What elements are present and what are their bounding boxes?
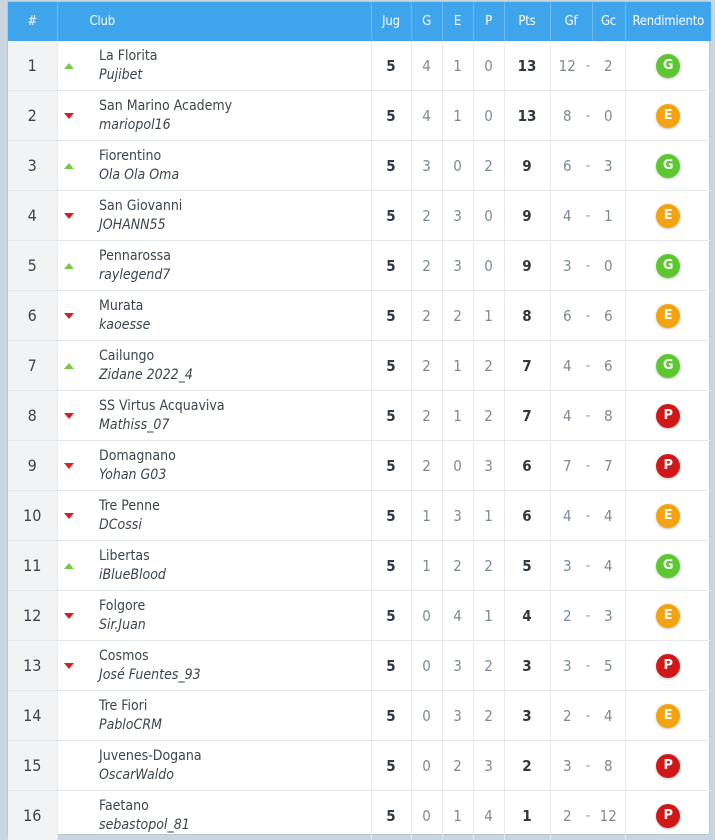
row-trend [57, 791, 81, 840]
club-name[interactable]: Tre Fiori [99, 697, 371, 716]
table-row[interactable] [8, 391, 711, 441]
goals-separator: - [584, 341, 592, 391]
table-row[interactable] [8, 141, 711, 191]
row-rendimiento [625, 391, 711, 441]
table-row[interactable] [8, 441, 711, 491]
row-lost: 0 [473, 241, 504, 291]
row-played: 5 [371, 191, 411, 241]
row-lost: 2 [473, 141, 504, 191]
club-name[interactable]: San Marino Academy [99, 97, 371, 116]
trend-down-icon [64, 613, 74, 619]
row-points: 3 [504, 641, 550, 691]
table-row[interactable] [8, 641, 711, 691]
row-club[interactable] [81, 791, 371, 840]
rendimiento-badge: G [656, 354, 680, 378]
table-row[interactable] [8, 691, 711, 741]
header-pts[interactable]: Pts [504, 2, 550, 41]
rendimiento-badge: G [656, 254, 680, 278]
row-won: 3 [411, 141, 442, 191]
row-lost: 2 [473, 691, 504, 741]
table-row[interactable] [8, 591, 711, 641]
row-club[interactable] [81, 641, 371, 691]
row-club[interactable] [81, 691, 371, 741]
table-row[interactable] [8, 291, 711, 341]
row-played: 5 [371, 41, 411, 91]
row-goals-against: 3 [592, 591, 625, 641]
header-gf[interactable]: Gf [550, 2, 592, 41]
row-won: 0 [411, 591, 442, 641]
row-lost: 4 [473, 791, 504, 840]
rendimiento-badge: G [656, 554, 680, 578]
row-played: 5 [371, 741, 411, 791]
row-goals-against: 8 [592, 391, 625, 441]
table-row[interactable] [8, 241, 711, 291]
row-rendimiento [625, 791, 711, 840]
row-club[interactable] [81, 341, 371, 391]
row-played: 5 [371, 241, 411, 291]
row-points: 1 [504, 791, 550, 840]
row-rendimiento [625, 241, 711, 291]
row-points: 6 [504, 441, 550, 491]
row-lost: 1 [473, 591, 504, 641]
trend-up-icon [64, 363, 74, 369]
table-body [8, 41, 711, 840]
header-jug[interactable]: Jug [371, 2, 411, 41]
row-goals-against: 0 [592, 91, 625, 141]
header-pos[interactable]: # [8, 2, 57, 41]
row-lost: 0 [473, 191, 504, 241]
goals-separator: - [584, 241, 592, 291]
goals-separator: - [584, 91, 592, 141]
row-played: 5 [371, 491, 411, 541]
row-trend [57, 691, 81, 741]
row-won: 4 [411, 41, 442, 91]
goals-separator: - [584, 791, 592, 840]
club-name[interactable]: San Giovanni [99, 197, 371, 216]
row-lost: 1 [473, 291, 504, 341]
club-manager[interactable]: Ola Ola Oma [99, 166, 371, 185]
row-won: 0 [411, 691, 442, 741]
row-won: 2 [411, 291, 442, 341]
row-goals-for: 6 [550, 141, 584, 191]
trend-down-icon [64, 413, 74, 419]
rendimiento-badge: P [656, 804, 680, 828]
row-position: 11 [8, 541, 57, 591]
header-club[interactable]: Club [57, 2, 371, 41]
row-goals-against: 2 [592, 41, 625, 91]
row-position: 1 [8, 41, 57, 91]
row-played: 5 [371, 391, 411, 441]
row-goals-for: 4 [550, 491, 584, 541]
row-points: 13 [504, 91, 550, 141]
header-e[interactable]: E [442, 2, 473, 41]
row-trend [57, 291, 81, 341]
row-trend [57, 441, 81, 491]
header-rendimiento[interactable]: Rendimiento [625, 2, 711, 41]
row-lost: 0 [473, 41, 504, 91]
club-name[interactable]: Cailungo [99, 347, 371, 366]
row-position: 7 [8, 341, 57, 391]
row-drawn: 2 [442, 541, 473, 591]
club-manager[interactable]: PabloCRM [99, 716, 371, 735]
row-trend [57, 191, 81, 241]
row-rendimiento [625, 141, 711, 191]
row-drawn: 4 [442, 591, 473, 641]
row-drawn: 1 [442, 91, 473, 141]
club-manager[interactable]: Sir.Juan [99, 616, 371, 635]
row-goals-against: 7 [592, 441, 625, 491]
club-manager[interactable]: mariopol16 [99, 116, 371, 135]
row-trend [57, 591, 81, 641]
row-won: 0 [411, 741, 442, 791]
row-drawn: 3 [442, 641, 473, 691]
row-goals-for: 3 [550, 541, 584, 591]
row-points: 4 [504, 591, 550, 641]
row-goals-for: 6 [550, 291, 584, 341]
row-rendimiento [625, 341, 711, 391]
row-rendimiento [625, 291, 711, 341]
row-club[interactable] [81, 391, 371, 441]
rendimiento-badge: P [656, 654, 680, 678]
trend-down-icon [64, 313, 74, 319]
row-points: 6 [504, 491, 550, 541]
goals-separator: - [584, 441, 592, 491]
row-goals-against: 6 [592, 341, 625, 391]
row-won: 0 [411, 641, 442, 691]
row-club[interactable] [81, 491, 371, 541]
row-won: 2 [411, 441, 442, 491]
goals-separator: - [584, 741, 592, 791]
rendimiento-badge: P [656, 454, 680, 478]
trend-up-icon [64, 563, 74, 569]
row-won: 0 [411, 791, 442, 840]
row-points: 3 [504, 691, 550, 741]
row-points: 9 [504, 191, 550, 241]
row-won: 2 [411, 241, 442, 291]
club-manager[interactable]: OscarWaldo [99, 766, 371, 785]
row-position: 9 [8, 441, 57, 491]
goals-separator: - [584, 641, 592, 691]
club-name[interactable]: Murata [99, 297, 371, 316]
header-gc[interactable]: Gc [592, 2, 625, 41]
row-drawn: 0 [442, 141, 473, 191]
row-drawn: 1 [442, 341, 473, 391]
row-goals-for: 2 [550, 791, 584, 840]
row-club[interactable] [81, 441, 371, 491]
row-club[interactable] [81, 241, 371, 291]
row-position: 5 [8, 241, 57, 291]
club-name[interactable]: Faetano [99, 797, 371, 816]
row-trend [57, 741, 81, 791]
rendimiento-badge: E [656, 104, 680, 128]
row-points: 9 [504, 241, 550, 291]
row-goals-for: 3 [550, 741, 584, 791]
row-rendimiento [625, 191, 711, 241]
table-row[interactable] [8, 541, 711, 591]
goals-separator: - [584, 491, 592, 541]
header-p[interactable]: P [473, 2, 504, 41]
club-name[interactable]: Domagnano [99, 447, 371, 466]
row-rendimiento [625, 91, 711, 141]
row-trend [57, 491, 81, 541]
trend-down-icon [64, 213, 74, 219]
club-manager[interactable]: José Fuentes_93 [99, 666, 371, 685]
row-goals-for: 2 [550, 691, 584, 741]
goals-separator: - [584, 691, 592, 741]
trend-up-icon [64, 63, 74, 69]
row-rendimiento [625, 741, 711, 791]
row-goals-against: 1 [592, 191, 625, 241]
row-goals-against: 3 [592, 141, 625, 191]
row-trend [57, 141, 81, 191]
row-won: 1 [411, 491, 442, 541]
row-goals-against: 4 [592, 491, 625, 541]
row-drawn: 2 [442, 741, 473, 791]
row-rendimiento [625, 641, 711, 691]
row-club[interactable] [81, 291, 371, 341]
rendimiento-badge: E [656, 504, 680, 528]
row-club[interactable] [81, 41, 371, 91]
table-row[interactable] [8, 791, 711, 840]
row-goals-for: 8 [550, 91, 584, 141]
row-won: 4 [411, 91, 442, 141]
goals-separator: - [584, 391, 592, 441]
club-name[interactable]: Folgore [99, 597, 371, 616]
row-goals-for: 2 [550, 591, 584, 641]
row-goals-for: 7 [550, 441, 584, 491]
goals-separator: - [584, 291, 592, 341]
goals-separator: - [584, 191, 592, 241]
club-manager[interactable]: Zidane 2022_4 [99, 366, 371, 385]
rendimiento-badge: G [656, 154, 680, 178]
row-goals-against: 8 [592, 741, 625, 791]
row-club[interactable] [81, 741, 371, 791]
row-goals-against: 4 [592, 691, 625, 741]
club-name[interactable]: Pennarossa [99, 247, 371, 266]
rendimiento-badge: E [656, 604, 680, 628]
row-played: 5 [371, 591, 411, 641]
goals-separator: - [584, 41, 592, 91]
row-rendimiento [625, 691, 711, 741]
row-lost: 2 [473, 541, 504, 591]
club-name[interactable]: Libertas [99, 547, 371, 566]
club-manager[interactable]: Pujibet [99, 66, 371, 85]
row-position: 12 [8, 591, 57, 641]
row-drawn: 1 [442, 391, 473, 441]
row-trend [57, 641, 81, 691]
row-goals-for: 12 [550, 41, 584, 91]
row-drawn: 0 [442, 441, 473, 491]
table-row[interactable] [8, 341, 711, 391]
row-club[interactable] [81, 141, 371, 191]
row-lost: 3 [473, 741, 504, 791]
row-points: 13 [504, 41, 550, 91]
row-played: 5 [371, 141, 411, 191]
trend-up-icon [64, 263, 74, 269]
row-trend [57, 391, 81, 441]
row-position: 15 [8, 741, 57, 791]
row-goals-for: 4 [550, 391, 584, 441]
row-trend [57, 341, 81, 391]
row-rendimiento [625, 491, 711, 541]
row-points: 7 [504, 341, 550, 391]
table-row[interactable] [8, 741, 711, 791]
row-position: 4 [8, 191, 57, 241]
trend-down-icon [64, 663, 74, 669]
row-position: 2 [8, 91, 57, 141]
row-drawn: 3 [442, 691, 473, 741]
goals-separator: - [584, 141, 592, 191]
row-lost: 0 [473, 91, 504, 141]
row-position: 13 [8, 641, 57, 691]
row-rendimiento [625, 591, 711, 641]
row-lost: 3 [473, 441, 504, 491]
row-goals-against: 6 [592, 291, 625, 341]
row-played: 5 [371, 441, 411, 491]
rendimiento-badge: P [656, 754, 680, 778]
rendimiento-badge: E [656, 304, 680, 328]
goals-separator: - [584, 591, 592, 641]
club-name[interactable]: Tre Penne [99, 497, 371, 516]
rendimiento-badge: G [656, 54, 680, 78]
row-drawn: 3 [442, 191, 473, 241]
club-name[interactable]: Fiorentino [99, 147, 371, 166]
club-manager[interactable]: Mathiss_07 [99, 416, 371, 435]
row-won: 2 [411, 341, 442, 391]
row-goals-against: 0 [592, 241, 625, 291]
row-club[interactable] [81, 591, 371, 641]
row-played: 5 [371, 541, 411, 591]
row-drawn: 3 [442, 491, 473, 541]
row-trend [57, 41, 81, 91]
standings-table-container [7, 1, 710, 835]
trend-up-icon [64, 163, 74, 169]
table-row[interactable] [8, 191, 711, 241]
row-goals-for: 4 [550, 191, 584, 241]
row-lost: 2 [473, 391, 504, 441]
row-lost: 2 [473, 341, 504, 391]
club-name[interactable]: La Florita [99, 47, 371, 66]
club-manager[interactable]: iBlueBlood [99, 566, 371, 585]
row-position: 6 [8, 291, 57, 341]
row-club[interactable] [81, 191, 371, 241]
club-name[interactable]: SS Virtus Acquaviva [99, 397, 371, 416]
club-manager[interactable]: Yohan G03 [99, 466, 371, 485]
rendimiento-badge: P [656, 404, 680, 428]
row-lost: 2 [473, 641, 504, 691]
club-name[interactable]: Juvenes-Dogana [99, 747, 371, 766]
row-goals-for: 3 [550, 241, 584, 291]
row-won: 2 [411, 391, 442, 441]
row-rendimiento [625, 41, 711, 91]
rendimiento-badge: E [656, 704, 680, 728]
table-row[interactable] [8, 91, 711, 141]
row-played: 5 [371, 641, 411, 691]
row-position: 3 [8, 141, 57, 191]
header-g[interactable]: G [411, 2, 442, 41]
row-lost: 1 [473, 491, 504, 541]
row-club[interactable] [81, 91, 371, 141]
row-won: 2 [411, 191, 442, 241]
standings-table [8, 2, 711, 840]
trend-down-icon [64, 113, 74, 119]
row-points: 5 [504, 541, 550, 591]
row-played: 5 [371, 91, 411, 141]
row-goals-against: 12 [592, 791, 625, 840]
club-manager[interactable]: sebastopol_81 [99, 816, 371, 835]
row-won: 1 [411, 541, 442, 591]
club-manager[interactable]: kaoesse [99, 316, 371, 335]
table-row[interactable] [8, 41, 711, 91]
trend-down-icon [64, 513, 74, 519]
row-drawn: 2 [442, 291, 473, 341]
row-position: 14 [8, 691, 57, 741]
row-rendimiento [625, 441, 711, 491]
row-drawn: 3 [442, 241, 473, 291]
row-played: 5 [371, 691, 411, 741]
goals-separator: - [584, 541, 592, 591]
table-row[interactable] [8, 491, 711, 541]
row-drawn: 1 [442, 791, 473, 840]
club-manager[interactable]: raylegend7 [99, 266, 371, 285]
row-position: 16 [8, 791, 57, 840]
trend-down-icon [64, 463, 74, 469]
row-club[interactable] [81, 541, 371, 591]
club-manager[interactable]: JOHANN55 [99, 216, 371, 235]
row-points: 2 [504, 741, 550, 791]
rendimiento-badge: E [656, 204, 680, 228]
row-played: 5 [371, 791, 411, 840]
row-position: 8 [8, 391, 57, 441]
header-row [8, 2, 711, 41]
row-trend [57, 241, 81, 291]
row-points: 9 [504, 141, 550, 191]
row-trend [57, 91, 81, 141]
row-goals-for: 3 [550, 641, 584, 691]
club-manager[interactable]: DCossi [99, 516, 371, 535]
row-played: 5 [371, 341, 411, 391]
row-rendimiento [625, 541, 711, 591]
row-drawn: 1 [442, 41, 473, 91]
row-points: 7 [504, 391, 550, 441]
row-played: 5 [371, 291, 411, 341]
row-goals-against: 4 [592, 541, 625, 591]
row-position: 10 [8, 491, 57, 541]
table-header [8, 2, 711, 41]
row-points: 8 [504, 291, 550, 341]
row-goals-for: 4 [550, 341, 584, 391]
row-trend [57, 541, 81, 591]
row-goals-against: 5 [592, 641, 625, 691]
club-name[interactable]: Cosmos [99, 647, 371, 666]
